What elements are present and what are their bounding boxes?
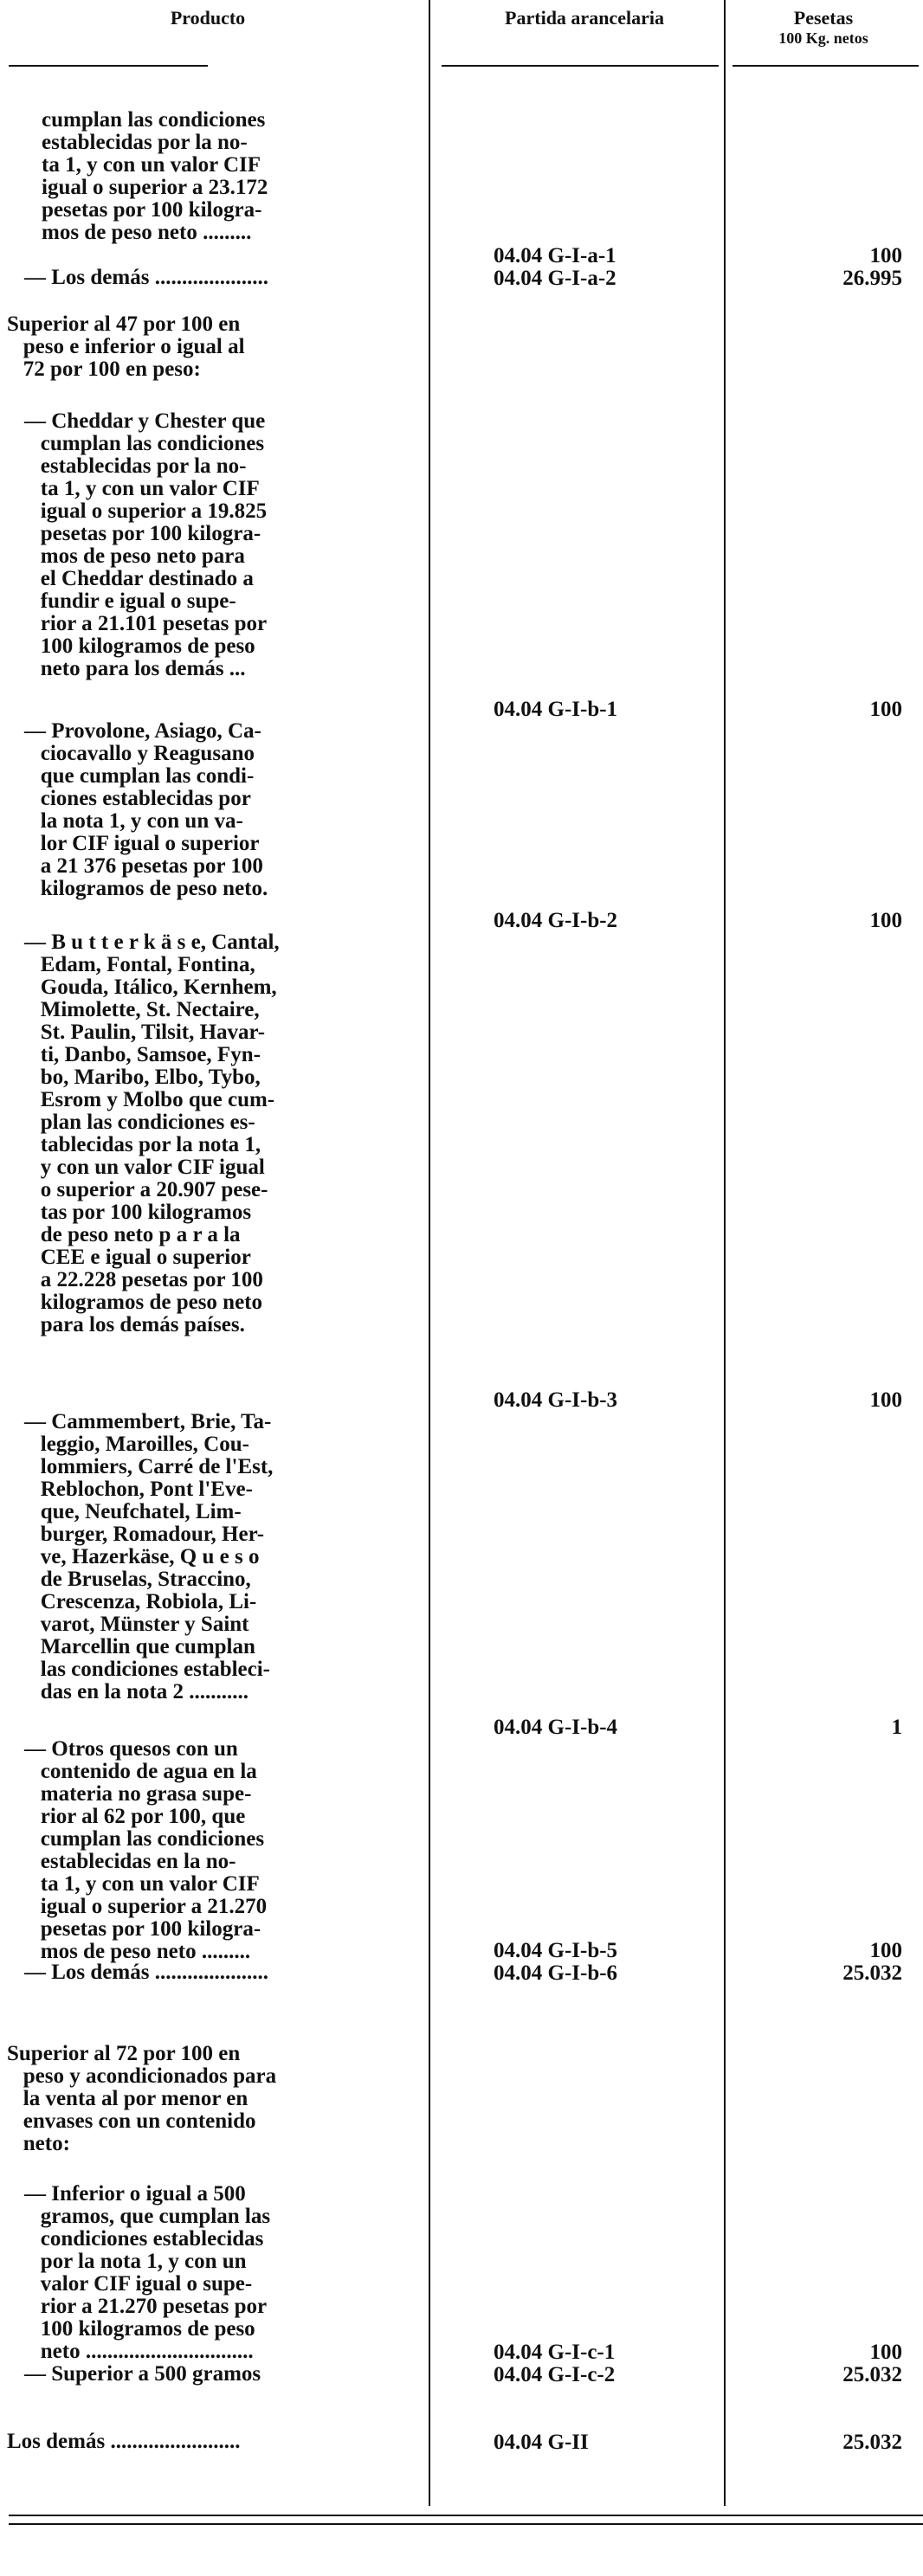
column-divider bbox=[429, 0, 430, 2506]
value: 100 bbox=[869, 244, 902, 267]
tariff-code: 04.04 G-I-b-1 bbox=[494, 698, 618, 721]
product-text: cumplan las condiciones establecidas por la no- ta 1, y con un valor CIF igual o superior a 23.172 pesetas por 100 kilogra- mos de peso neto ......... bbox=[42, 108, 268, 244]
tariff-code: 04.04 G-II bbox=[494, 2431, 589, 2454]
header-product: Producto bbox=[170, 7, 246, 29]
tariff-code: 04.04 G-I-b-6 bbox=[494, 1961, 618, 1985]
value: 25.032 bbox=[842, 2363, 902, 2386]
header-rule bbox=[9, 65, 208, 67]
product-text: — Los demás ..................... bbox=[24, 266, 268, 289]
product-text: — Superior a 500 gramos bbox=[24, 2362, 261, 2386]
tariff-code: 04.04 G-I-a-1 bbox=[494, 244, 616, 267]
value: 100 bbox=[869, 698, 902, 721]
value: 100 bbox=[869, 2341, 902, 2364]
value: 25.032 bbox=[842, 2431, 902, 2454]
value: 25.032 bbox=[842, 1961, 902, 1985]
tariff-code: 04.04 G-I-c-1 bbox=[494, 2341, 616, 2364]
header-rule bbox=[442, 65, 719, 67]
tariff-code: 04.04 G-I-b-2 bbox=[494, 909, 618, 932]
product-text: — Cammembert, Brie, Ta- leggio, Maroilles, Cou- lommiers, Carré de l'Est, Reblochon, Pont l'Eve- que, Neufchatel, Lim- burger, Romadour, Her- ve, Hazerkäse, Q u e s o de Bruselas, Straccino, Crescenza, Robiola, Li- varot, Münster y Saint Marcellin que cumplan las condiciones estableci- das en la nota 2 ........... bbox=[24, 1410, 274, 1703]
tariff-code: 04.04 G-I-c-2 bbox=[494, 2363, 616, 2386]
value: 100 bbox=[869, 909, 902, 932]
product-text: — Inferior o igual a 500 gramos, que cumplan las condiciones establecidas por la nota 1, y con un valor CIF igual o supe- rior a 21.270 pesetas por 100 kilogramos de peso neto ............................... bbox=[24, 2182, 271, 2363]
column-divider bbox=[724, 0, 726, 2506]
product-text: Los demás ........................ bbox=[7, 2430, 241, 2453]
value: 26.995 bbox=[842, 267, 902, 290]
footer-rule bbox=[9, 2523, 923, 2525]
header-rule bbox=[733, 65, 919, 67]
footer-rule bbox=[9, 2515, 923, 2516]
tariff-code: 04.04 G-I-b-4 bbox=[494, 1716, 618, 1739]
product-text: — Cheddar y Chester que cumplan las condiciones establecidas por la no- ta 1, y con un valor CIF igual o superior a 19.825 pesetas por 100 kilogra- mos de peso neto para el Cheddar destinado a fundir e igual o supe- rior a 21.101 pesetas por 100 kilogramos de peso neto para los demás ... bbox=[24, 409, 268, 680]
product-text: Superior al 47 por 100 en peso e inferior o igual al 72 por 100 en peso: bbox=[7, 312, 245, 381]
product-text: — Otros quesos con un contenido de agua en la materia no grasa supe- rior al 62 por 100, que cumplan las condiciones establecidas en la no- ta 1, y con un valor CIF igual o superior a 21.270 pesetas por 100 kilogra- mos de peso neto ......... bbox=[24, 1737, 268, 1963]
product-text: Superior al 72 por 100 en peso y acondicionados para la venta al por menor en envases con un contenido neto: bbox=[7, 2042, 277, 2155]
value: 1 bbox=[891, 1716, 902, 1739]
header-pesetas: Pesetas 100 Kg. netos bbox=[778, 7, 868, 47]
tariff-code: 04.04 G-I-a-2 bbox=[494, 267, 616, 290]
tariff-code: 04.04 G-I-b-5 bbox=[494, 1939, 618, 1962]
tariff-code: 04.04 G-I-b-3 bbox=[494, 1388, 618, 1412]
product-text: — B u t t e r k ä s e, Cantal, Edam, Fontal, Fontina, Gouda, Itálico, Kernhem, Mimolette, St. Nectaire, St. Paulin, Tilsit, Havar- ti, Danbo, Samsoe, Fyn- bo, Maribo, Elbo, Tybo, Esrom y Molbo que cum- plan las condiciones es- tablecidas por la nota 1, y con un valor CIF igual o superior a 20.907 pese- tas por 100 kilogramos de peso neto p a r a la CEE e igual o superior a 22.228 pesetas por 100 kilogramos de peso neto para los demás países. bbox=[24, 931, 280, 1336]
value: 100 bbox=[869, 1939, 902, 1962]
product-text: — Los demás ..................... bbox=[24, 1961, 268, 1984]
header-tariff: Partida arancelaria bbox=[505, 7, 664, 29]
value: 100 bbox=[869, 1388, 902, 1412]
product-text: — Provolone, Asiago, Ca- ciocavallo y Reagusano que cumplan las condi- ciones establecidas por la nota 1, y con un va- lor CIF igual o superior a 21 376 pesetas por 100 kilogramos de peso neto. bbox=[24, 719, 268, 900]
